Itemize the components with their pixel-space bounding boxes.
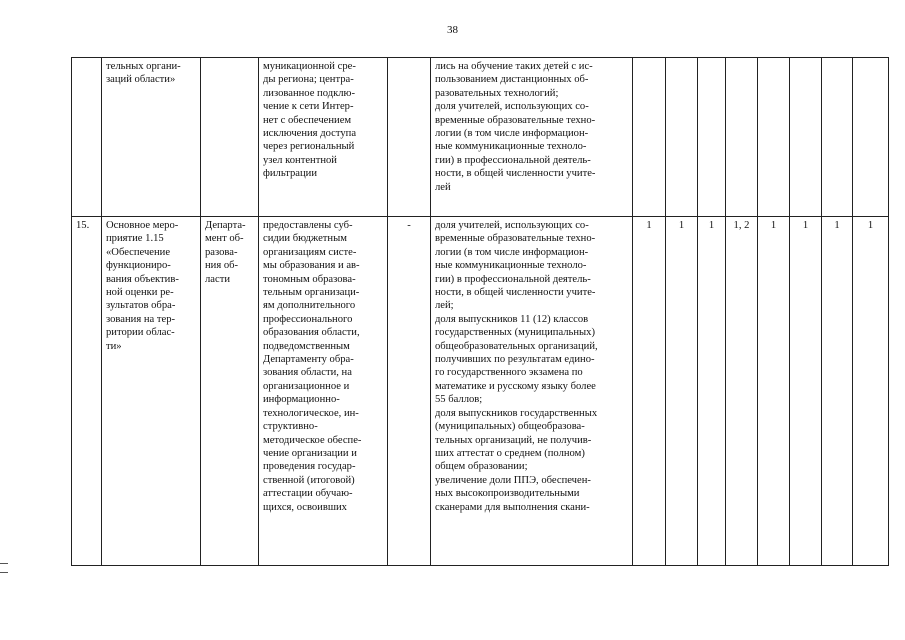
indicators-cell: доля учителей, использующих со- временные образовательные техно- логии (в том числе информацион- ные коммуникационные техноло- гии) в профессиональной деятель- ности, в общей численности учите- лей; доля выпускников 11 (12) классов государственных (муниципальных) общеобразовательных организаций, получивших по результатам едино- го государственного экзамена по математике и русскому языку более 55 баллов; доля выпускников государственных (муниципальных) общеобразова- тельных организаций, не получив- ших аттестат о среднем (полном) общем образовании; увеличение доли ППЭ, обеспечен- ных высокопроизводительными сканерами для выполнения скани-	[431, 217, 633, 566]
indicators-cell: лись на обучение таких детей с ис- пользованием дистанционных об- разовательных технологий; доля учителей, использующих со- временные образовательные техно- логии (в том числе информацион- ные коммуникационные техноло- гии) в профессиональной деятель- ности, в общей численности учите- лей	[431, 58, 633, 217]
indicator-value-cell	[633, 58, 666, 217]
indicator-value-cell	[758, 58, 790, 217]
indicator-value-cell: 1	[822, 217, 853, 566]
indicator-value-cell	[726, 58, 758, 217]
indicator-value-cell	[822, 58, 853, 217]
table-row	[72, 58, 889, 217]
indicator-value-cell	[790, 58, 822, 217]
dash-cell	[388, 58, 431, 217]
row-number-cell: 15.	[72, 217, 102, 566]
expected-result-cell: предоставлены суб- сидии бюджетным организациям систе- мы образования и ав- тономным образова- тельным организаци- ям дополнительного профессионального образования области, подведомственным Департаменту обра- зования области, на организационное и информационно- технологическое, ин- структивно- методическое обеспе- чение организации и проведения государ- ственной (итоговой) аттестации обучаю- щихся, освоивших	[259, 217, 388, 566]
table-row	[72, 217, 889, 566]
indicator-value-cell: 1	[633, 217, 666, 566]
indicator-value-cell: 1	[853, 217, 889, 566]
indicator-value-cell	[666, 58, 698, 217]
measure-name-cell: Основное меро- приятие 1.15 «Обеспечение функциониро- вания объектив- ной оценки ре- зультатов обра- зования на тер- ритории облас- ти»	[102, 217, 201, 566]
executor-cell	[201, 58, 259, 217]
indicator-value-cell	[698, 58, 726, 217]
measure-name-cell: тельных органи- заций области»	[102, 58, 201, 217]
dash-cell: -	[388, 217, 431, 566]
expected-result-cell: муникационной сре- ды региона; центра- лизованное подклю- чение к сети Интер- нет с обеспечением исключения доступа через региональный узел контентной фильтрации	[259, 58, 388, 217]
scan-edge-mark	[0, 563, 8, 573]
indicator-value-cell: 1, 2	[726, 217, 758, 566]
indicator-value-cell: 1	[666, 217, 698, 566]
indicator-value-cell: 1	[698, 217, 726, 566]
row-number-cell	[72, 58, 102, 217]
indicator-value-cell: 1	[790, 217, 822, 566]
program-measures-table	[71, 57, 889, 566]
indicator-value-cell	[853, 58, 889, 217]
page-number: 38	[447, 24, 458, 36]
indicator-value-cell: 1	[758, 217, 790, 566]
executor-cell: Департа- мент об- разова- ния об- ласти	[201, 217, 259, 566]
